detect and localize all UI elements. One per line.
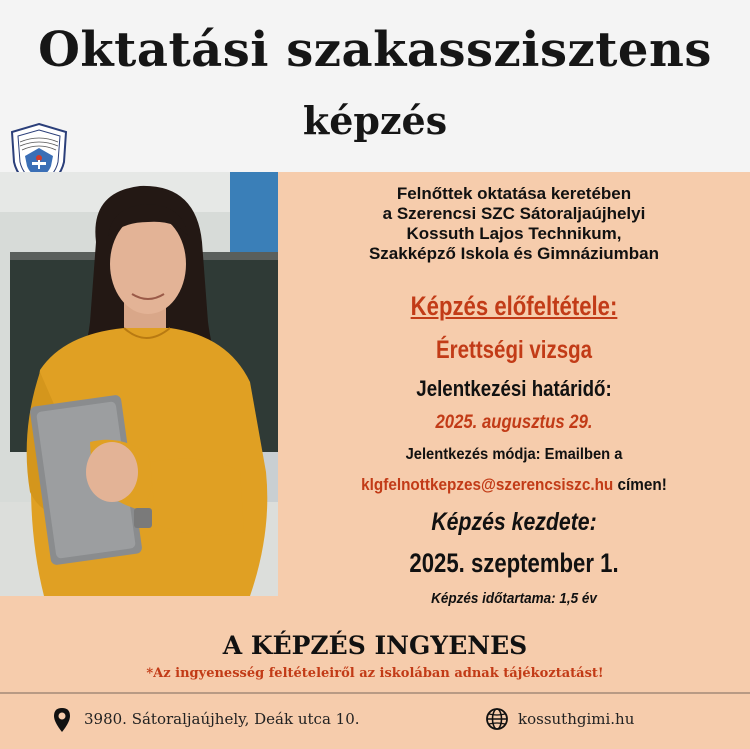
footer-divider bbox=[0, 692, 750, 694]
intro-line: Kossuth Lajos Technikum, bbox=[406, 224, 622, 243]
deadline-heading: Jelentkezési határidő: bbox=[416, 376, 612, 401]
intro-line: a Szerencsi SZC Sátoraljaújhelyi bbox=[382, 204, 646, 223]
deadline-value: 2025. augusztus 29. bbox=[435, 412, 593, 433]
page-subtitle: képzés bbox=[302, 98, 448, 143]
free-heading: A KÉPZÉS INGYENES bbox=[222, 631, 528, 660]
footer-address: 3980. Sátoraljaújhely, Deák utca 10. bbox=[84, 710, 360, 728]
free-note: *Az ingyenesség feltételeiről az iskolában adnak tájékoztatást! bbox=[146, 666, 604, 681]
location-pin-icon bbox=[52, 707, 72, 733]
page-title: Oktatási szakasszisztens bbox=[38, 22, 712, 78]
intro-line: Felnőttek oktatása keretében bbox=[396, 184, 632, 203]
email-line bbox=[302, 475, 727, 495]
footer-website[interactable]: kossuthgimi.hu bbox=[518, 710, 635, 728]
start-heading: Képzés kezdete: bbox=[431, 508, 597, 536]
globe-icon bbox=[486, 708, 508, 730]
woman-with-tablet-photo bbox=[0, 172, 278, 596]
intro-line: Szakképző Iskola és Gimnáziumban bbox=[368, 244, 660, 263]
intro-text bbox=[278, 184, 750, 264]
duration-text: Képzés időtartama: 1,5 év bbox=[431, 590, 597, 607]
prerequisite-heading: Képzés előfeltétele: bbox=[410, 291, 618, 321]
email-suffix: címen! bbox=[613, 475, 667, 494]
email-link[interactable]: klgfelnottkepzes@szerencsiszc.hu bbox=[361, 475, 614, 494]
header bbox=[0, 0, 750, 172]
start-value: 2025. szeptember 1. bbox=[409, 548, 619, 578]
prerequisite-value: Érettségi vizsga bbox=[435, 336, 593, 364]
application-method: Jelentkezés módja: Emailben a bbox=[405, 446, 623, 463]
